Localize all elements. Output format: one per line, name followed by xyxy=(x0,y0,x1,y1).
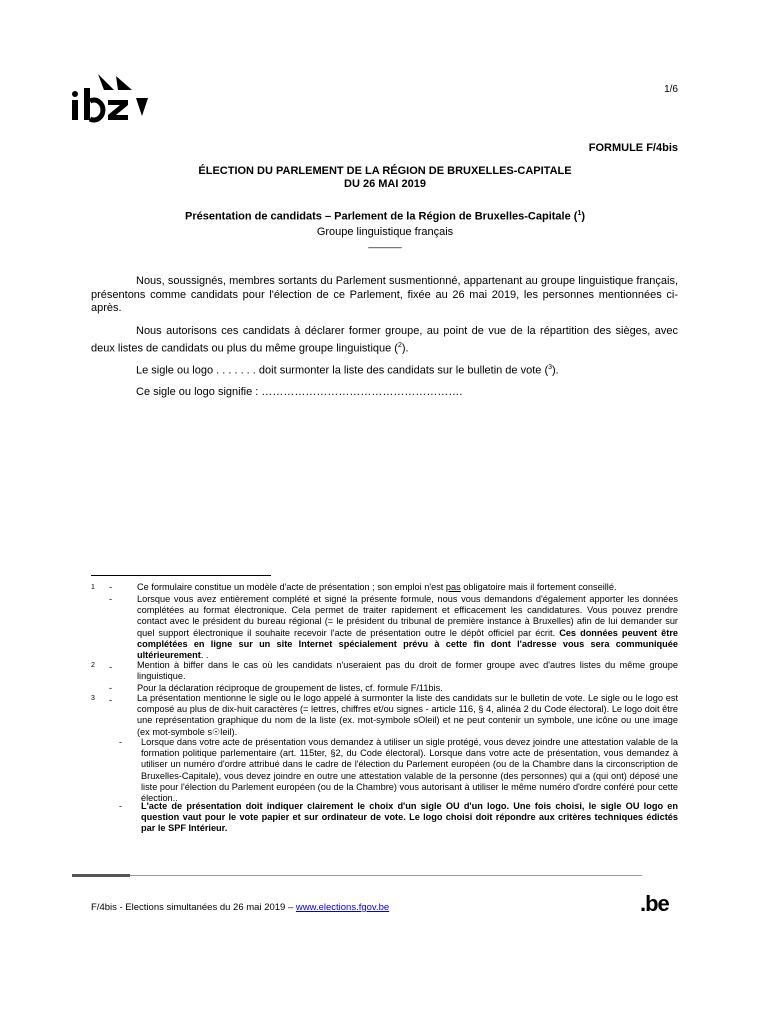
document-title xyxy=(100,165,670,191)
be-logo: .be xyxy=(640,891,669,916)
footer-rule-light xyxy=(130,875,642,876)
footnote-dash: - xyxy=(109,695,113,705)
title-line2: DU 26 MAI 2019 xyxy=(344,178,426,190)
footnote-number-1: 1 xyxy=(91,584,95,591)
paragraph-3 xyxy=(91,361,678,378)
paragraph-3-end: ). xyxy=(552,364,559,377)
subtitle-end: ) xyxy=(581,210,586,223)
footnote-3a-text: Lorsque dans votre acte de présentation vous demandez à utiliser un sigle protégé, vous devez joindre une attestation valable de la formation politique parlementaire (art. 115ter, §2, du Code électoral). Lorsque dans votre acte de présentation, vous demandez à utiliser un numéro d'ordre attribué dans le cadre de l'élection du Parlement européen (ou de la Chambre dans la circonscription de Bruxelles-Capitale), vous devez joindre en outre une attestation valable de la personne (des personnes) qui a (qui ont) déposé une liste pour l'élection du Parlement européen (ou de la Chambre) vous autorisant à utiliser le même numéro d'ordre conféré pour cette élection.. xyxy=(141,737,678,804)
footnote-3 xyxy=(91,693,678,739)
footnote-number-2: 2 xyxy=(91,662,95,669)
title-line1: ÉLECTION DU PARLEMENT DE LA RÉGION DE BRUXELLES-CAPITALE xyxy=(198,165,572,177)
paragraph-2-footnote-ref: 2 xyxy=(397,341,402,349)
footnote-1a-pas: pas xyxy=(445,582,461,592)
footnote-3-text: La présentation mentionne le sigle ou le logo appelé à surmonter la liste des candidats sur le bulletin de vote. Le sigle ou le logo est composé au plus de dix-huit caractères (= lettres, chiffres et/ou signes - article 116, § 4, alinéa 2 du Code électoral). Le logo doit être une représentation graphique du nom de la liste (ex. mot-symbole sOleil) et ne peut contenir un symbole, une icône ou une image (ex mot-symbole s☉leil). xyxy=(137,693,678,737)
paragraph-3-text: Le sigle ou logo . . . . . . . doit surmonter la liste des candidats sur le bulletin de vote ( xyxy=(136,364,549,377)
footnote-2b-text: Pour la déclaration réciproque de groupement de listes, cf. formule F/11bis. xyxy=(137,683,443,693)
footer xyxy=(91,902,389,913)
footnote-2-text: Mention à biffer dans le cas où les candidats n'useraient pas du droit de former groupe avec d'autres listes du même groupe linguistique. xyxy=(137,660,678,682)
footnote-1b-text xyxy=(137,594,678,661)
footnote-1a xyxy=(91,582,678,594)
footnote-3b xyxy=(91,801,678,837)
paragraph-2-end: ). xyxy=(401,342,409,355)
subtitle xyxy=(100,210,670,223)
elections-website-link[interactable]: www.elections.fgov.be xyxy=(295,902,390,913)
footnote-dash: - xyxy=(109,594,113,604)
footnote-2 xyxy=(91,660,678,684)
footnote-3b-text: L'acte de présentation doit indiquer clairement le choix d'un sigle OU d'un logo. Une fois choisi, le sigle OU logo en question vaut pour le vote papier et sur ordinateur de vote. Le logo choisi doit répondre aux critères techniques édictés par le SPF Intérieur. xyxy=(141,801,678,834)
footnote-dash: - xyxy=(119,737,123,747)
paragraph-1: Nous, soussignés, membres sortants du Parlement susmentionné, appartenant au groupe linguistique français, présentons comme candidats pour l'élection de ce Parlement, fixée au 26 mai 2019, les personnes mentionnées ci-après. xyxy=(91,275,678,314)
footnote-3a xyxy=(91,737,678,804)
footnote-1a-text xyxy=(137,582,678,593)
footnote-1b-normal: Lorsque vous avez entièrement complété et signé la présente formule, nous vous demandons d'également apporter les données complétées au format électronique. Cela permet de traiter rapidement et efficacement les candidatures. Vous pouvez prendre contact avec le président du bureau régional (= le président du tribunal de première instance à Bruxelles) afin de lui demander sur quel support électronique il souhaite recevoir l'acte de présentation outre le dépôt officiel par écrit. xyxy=(137,594,678,638)
paragraph-3-footnote-ref: 3 xyxy=(548,364,553,371)
footnote-dash: - xyxy=(109,662,113,672)
form-id: FORMULE F/4bis xyxy=(588,142,678,154)
footnote-dash: - xyxy=(109,582,113,592)
footer-text: F/4bis - Elections simultanées du 26 mai 2019 – xyxy=(91,902,296,913)
paragraph-2-text: Nous autorisons ces candidats à déclarer former groupe, au point de vue de la répartition des sièges, avec deux listes de candidats ou plus du même groupe linguistique ( xyxy=(91,325,678,355)
footnote-1a-post: obligatoire mais il fortement conseillé. xyxy=(460,582,617,592)
paragraph-4: Ce sigle ou logo signifie : ………………………………………………. xyxy=(136,386,463,398)
footnote-dash: - xyxy=(109,683,113,693)
language-group: Groupe linguistique français xyxy=(316,226,454,238)
paragraph-2 xyxy=(91,325,678,356)
title-separator: ______ xyxy=(368,238,402,249)
footnote-number-3: 3 xyxy=(91,695,95,702)
subtitle-footnote-ref: 1 xyxy=(577,210,582,217)
footnote-1a-pre: Ce formulaire constitue un modèle d'acte de présentation ; son emploi n'est xyxy=(137,582,446,592)
footnote-1b-end: . . xyxy=(200,650,209,661)
footnote-1b-bold: Ces données peuvent être complétées en ligne sur un site Internet spécialement prévu à cette fin dont l'adresse vous sera communiquée ultérieurement xyxy=(137,627,679,661)
footnote-1b xyxy=(91,594,679,661)
page-number: 1/6 xyxy=(664,84,678,95)
ibz-logo xyxy=(70,72,150,124)
subtitle-text: Présentation de candidats – Parlement de la Région de Bruxelles-Capitale ( xyxy=(184,210,578,223)
footnote-rule xyxy=(91,575,271,576)
footer-rule-dark xyxy=(72,874,130,877)
footnote-dash: - xyxy=(119,801,123,811)
